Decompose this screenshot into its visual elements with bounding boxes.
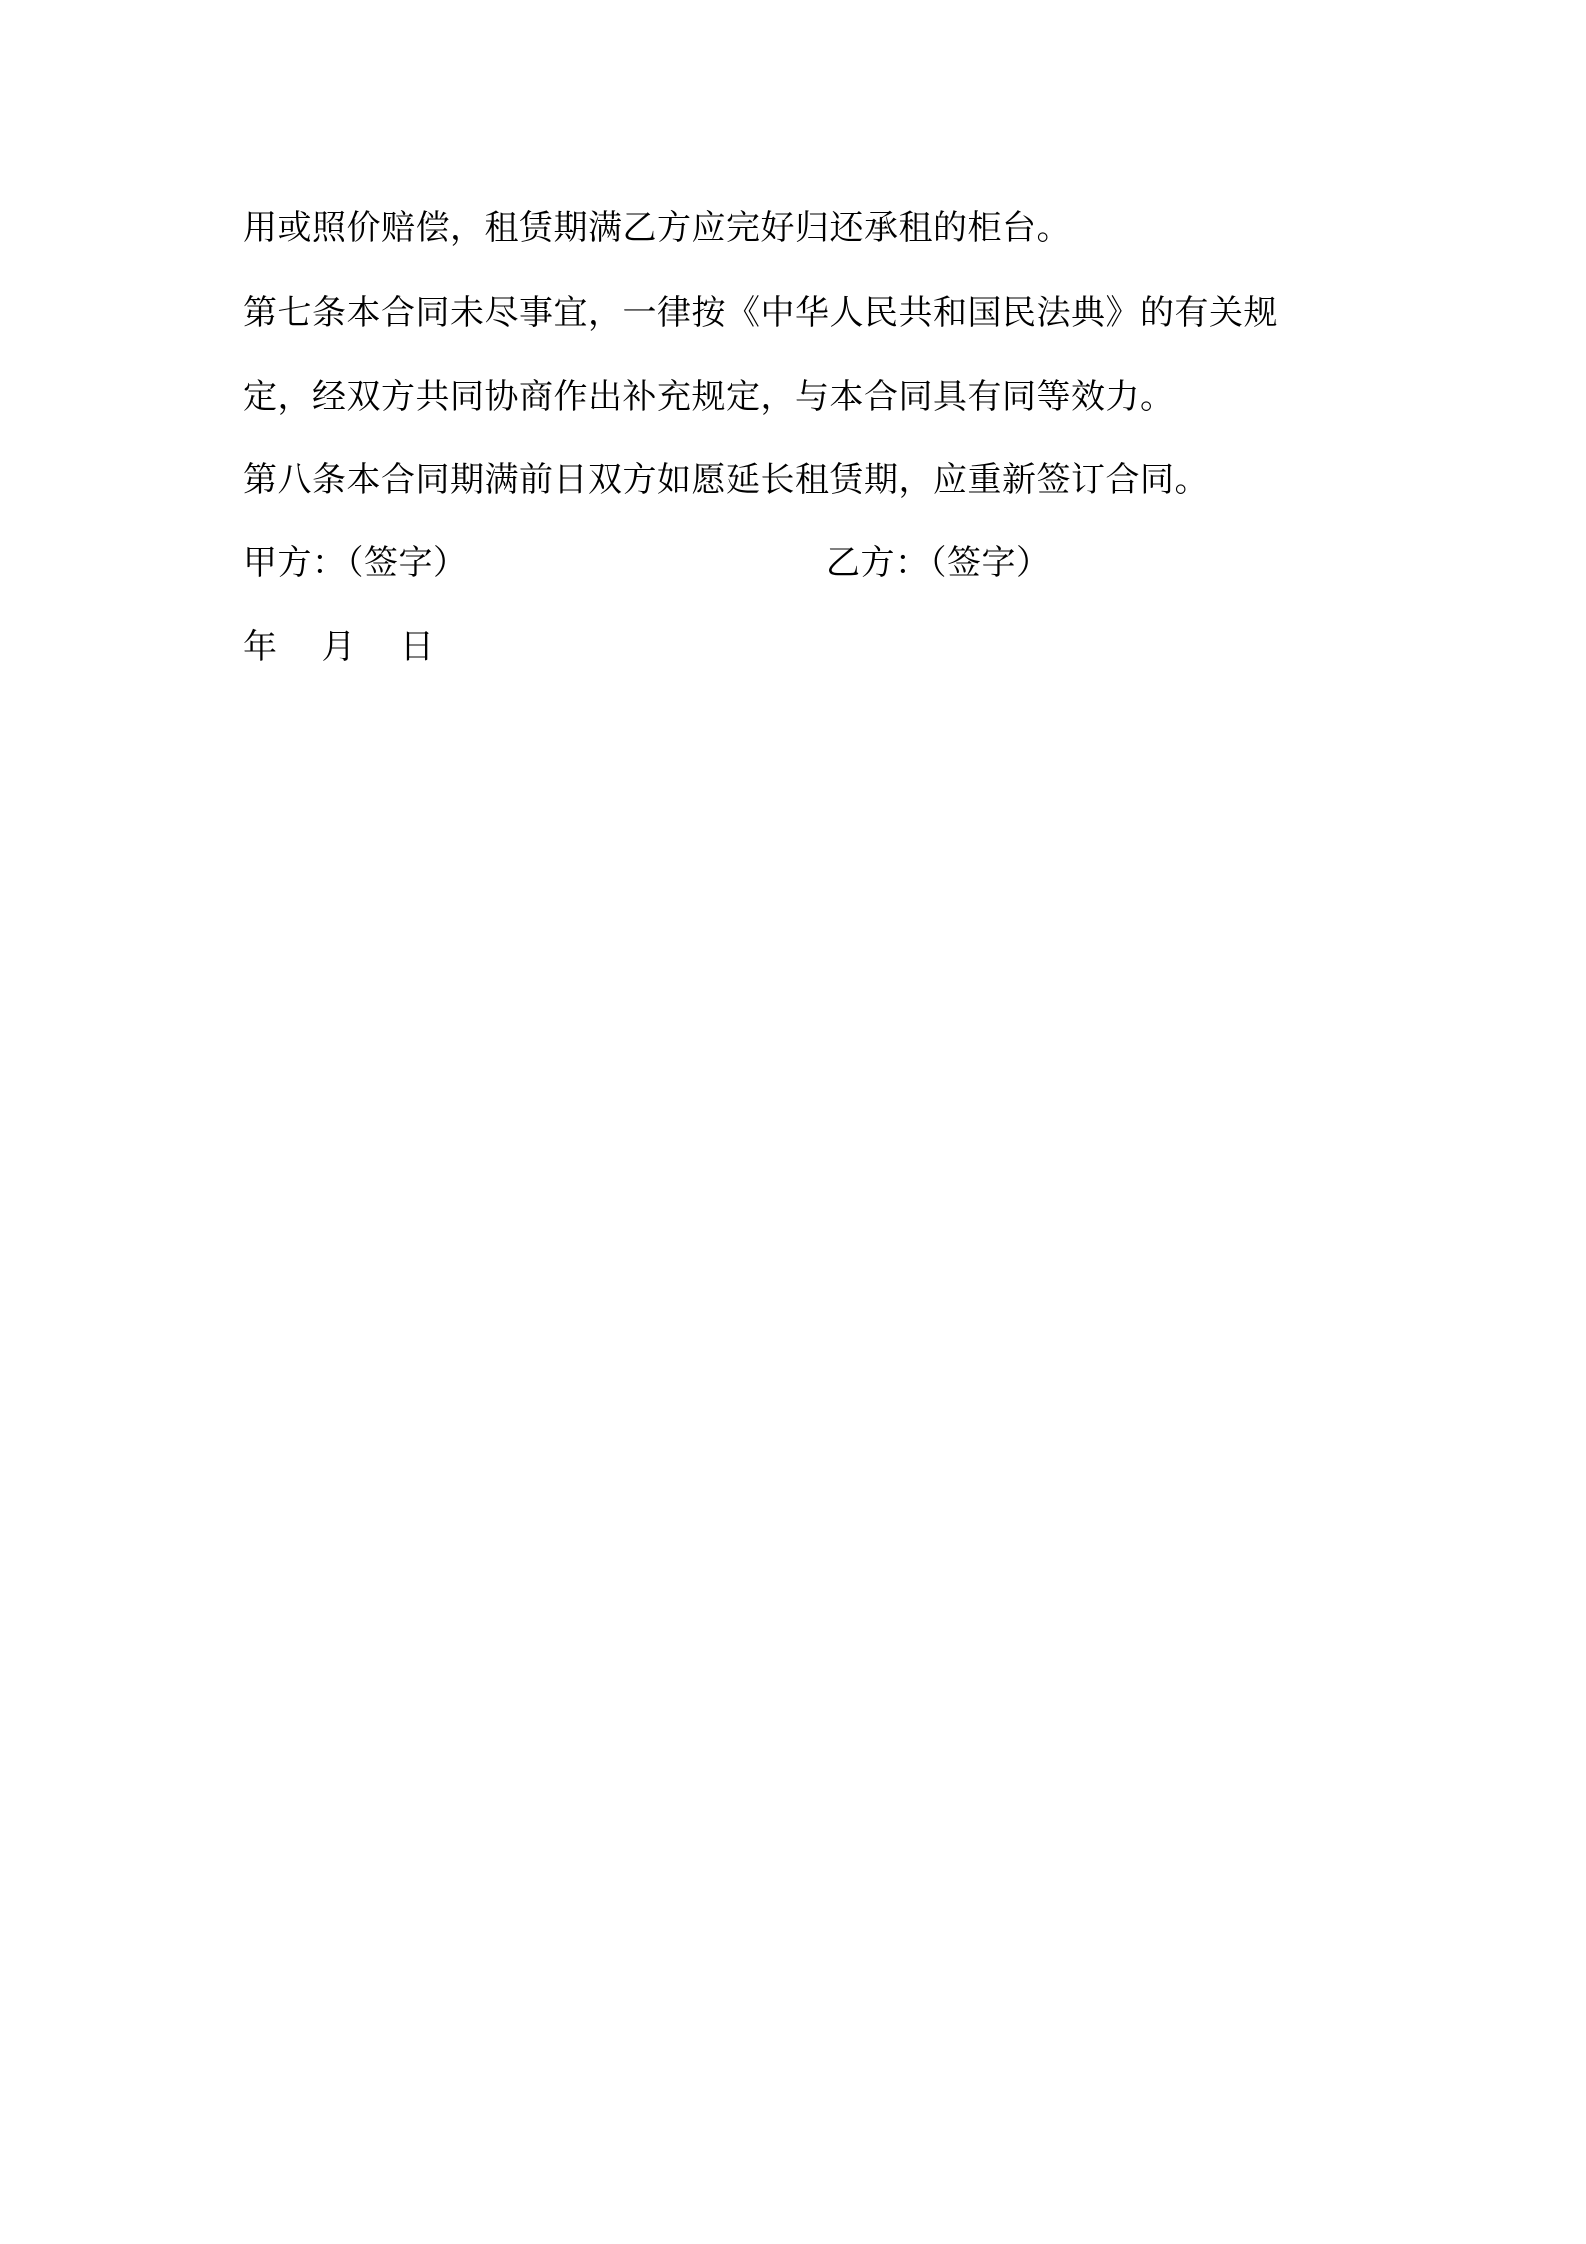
date-month-label: 月 (321, 627, 356, 667)
paragraph-line-3: 定，经双方共同协商作出补充规定，与本合同具有同等效力。 (243, 377, 1175, 417)
date-day-label: 日 (400, 627, 435, 667)
party-b-signature-label: 乙方：（签字） (826, 543, 1051, 583)
paragraph-line-1: 用或照价赔偿，租赁期满乙方应完好归还承租的柜台。 (243, 208, 1071, 248)
date-line (243, 625, 435, 669)
party-a-signature-label: 甲方：（签字） (243, 543, 468, 583)
paragraph-line-2: 第七条本合同未尽事宜，一律按《中华人民共和国民法典》的有关规 (243, 293, 1278, 333)
date-year-label: 年 (243, 627, 278, 667)
paragraph-line-4: 第八条本合同期满前日双方如愿延长租赁期，应重新签订合同。 (243, 460, 1209, 500)
